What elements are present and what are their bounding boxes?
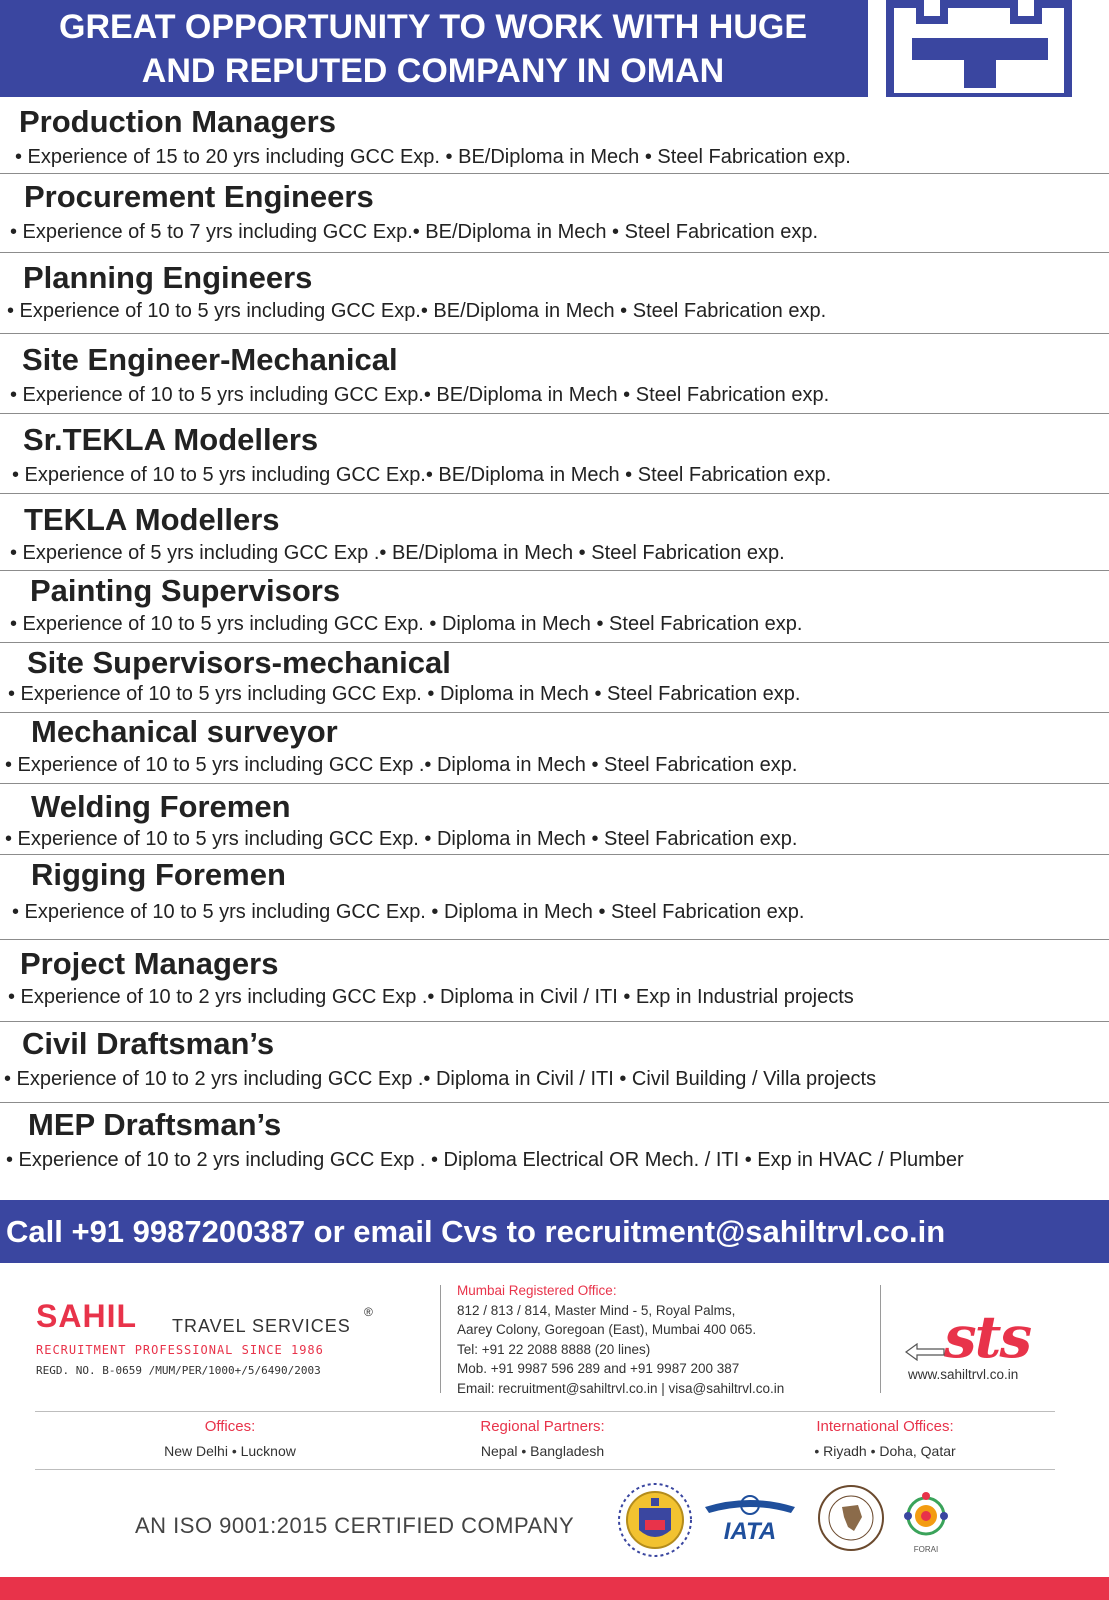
offices-list: New Delhi • Lucknow [164, 1443, 296, 1459]
job-item [0, 940, 1109, 1022]
forai-text: FORAI [913, 1545, 939, 1554]
job-requirements: • Experience of 10 to 2 yrs including GCC Exp . • Diploma Electrical OR Mech. / ITI • Exp in HVAC / Plumber [6, 1149, 964, 1171]
job-title: Mechanical surveyor [31, 714, 338, 749]
job-requirements: • Experience of 10 to 2 yrs including GCC Exp .• Diploma in Civil / ITI • Exp in Industrial projects [8, 986, 854, 1008]
registered-mark: ® [364, 1305, 373, 1319]
job-requirements: • Experience of 5 yrs including GCC Exp .• BE/Diploma in Mech • Steel Fabrication exp. [10, 542, 785, 564]
job-title: Production Managers [19, 104, 336, 139]
association-seal-icon [615, 1480, 695, 1560]
job-item [0, 855, 1109, 940]
job-item [0, 571, 1109, 643]
job-requirements: • Experience of 10 to 5 yrs including GCC Exp.• BE/Diploma in Mech • Steel Fabrication exp. [12, 464, 832, 486]
company-logo [866, 0, 1109, 97]
regional-partners-heading: Regional Partners: [480, 1418, 605, 1435]
iso-certification: AN ISO 9001:2015 CERTIFIED COMPANY [135, 1513, 575, 1538]
job-title: Sr.TEKLA Modellers [23, 422, 319, 457]
office-line: Aarey Colony, Goregoan (East), Mumbai 400 065. [457, 1322, 757, 1337]
job-requirements: • Experience of 5 to 7 yrs including GCC Exp.• BE/Diploma in Mech • Steel Fabrication exp. [10, 221, 819, 243]
job-title: Site Engineer-Mechanical [22, 342, 398, 377]
job-title: Site Supervisors-mechanical [27, 645, 451, 680]
job-requirements: • Experience of 10 to 5 yrs including GCC Exp. • Diploma in Mech • Steel Fabrication exp. [10, 613, 803, 635]
office-line: Mob. +91 9987 596 289 and +91 9987 200 387 [457, 1361, 740, 1376]
job-list [0, 98, 1109, 1189]
header-line-1: GREAT OPPORTUNITY TO WORK WITH HUGE [59, 7, 807, 46]
iata-logo-icon [705, 1487, 795, 1547]
job-item [0, 414, 1109, 494]
office-label: Mumbai Registered Office: [457, 1283, 617, 1298]
header-line-2: AND REPUTED COMPANY IN OMAN [141, 51, 725, 90]
job-title: Procurement Engineers [24, 179, 374, 214]
forai-logo-icon [896, 1488, 956, 1556]
header-title [0, 0, 866, 97]
job-requirements: • Experience of 10 to 5 yrs including GCC Exp.• BE/Diploma in Mech • Steel Fabrication exp. [7, 300, 827, 322]
office-line: Email: recruitment@sahiltrvl.co.in | visa@sahiltrvl.co.in [457, 1380, 785, 1396]
job-item [0, 494, 1109, 571]
regional-partners-list: Nepal • Bangladesh [480, 1443, 605, 1459]
job-item [0, 98, 1109, 174]
job-title: Rigging Foremen [31, 857, 286, 892]
job-item [0, 784, 1109, 855]
job-requirements: • Experience of 15 to 20 yrs including GCC Exp. • BE/Diploma in Mech • Steel Fabrication exp. [15, 146, 851, 168]
job-title: MEP Draftsman’s [28, 1107, 282, 1142]
job-item [0, 1022, 1109, 1103]
export-council-seal-icon [816, 1483, 886, 1553]
brand-registration: REGD. NO. B-0659 /MUM/PER/1000+/5/6490/2003 [36, 1364, 321, 1377]
job-title: Welding Foremen [31, 789, 291, 824]
header-banner [0, 0, 1109, 97]
international-offices-heading: International Offices: [816, 1418, 954, 1435]
job-item [0, 174, 1109, 253]
job-requirements: • Experience of 10 to 5 yrs including GCC Exp .• Diploma in Mech • Steel Fabrication exp. [5, 754, 798, 776]
job-item [0, 1103, 1109, 1189]
divider [440, 1285, 441, 1393]
job-item [0, 713, 1109, 784]
contact-text: Call +91 9987200387 or email Cvs to recruitment@sahiltrvl.co.in [6, 1214, 946, 1249]
job-title: Painting Supervisors [30, 573, 341, 608]
left-arrow-icon [905, 1343, 945, 1361]
divider [35, 1469, 1055, 1470]
office-address [457, 1281, 784, 1398]
brand-tagline: RECRUITMENT PROFESSIONAL SINCE 1986 [36, 1343, 324, 1357]
international-offices-list: • Riyadh • Doha, Qatar [814, 1443, 956, 1459]
iata-text: IATA [723, 1518, 777, 1545]
job-title: Project Managers [20, 946, 279, 981]
job-requirements: • Experience of 10 to 2 yrs including GCC Exp .• Diploma in Civil / ITI • Civil Building / Villa projects [4, 1068, 877, 1090]
offices-heading: Offices: [204, 1418, 256, 1435]
sts-logo: sts [944, 1303, 1031, 1371]
footer-bar [0, 1577, 1109, 1600]
divider [880, 1285, 881, 1393]
brand-name: SAHIL [36, 1298, 137, 1334]
website-link[interactable]: www.sahiltrvl.co.in [908, 1367, 1019, 1382]
job-requirements: • Experience of 10 to 5 yrs including GCC Exp.• BE/Diploma in Mech • Steel Fabrication exp. [10, 384, 830, 406]
company-emblem-icon [882, 0, 1078, 97]
office-line: Tel: +91 22 2088 8888 (20 lines) [457, 1341, 651, 1357]
divider [35, 1411, 1055, 1412]
office-line: 812 / 813 / 814, Master Mind - 5, Royal Palms, [457, 1302, 736, 1318]
job-title: TEKLA Modellers [24, 502, 280, 537]
contact-banner [0, 1200, 1109, 1263]
job-item [0, 643, 1109, 713]
job-requirements: • Experience of 10 to 5 yrs including GCC Exp. • Diploma in Mech • Steel Fabrication exp. [8, 683, 801, 705]
brand-suffix: TRAVEL SERVICES [172, 1316, 351, 1336]
job-requirements: • Experience of 10 to 5 yrs including GCC Exp. • Diploma in Mech • Steel Fabrication exp. [12, 901, 805, 923]
job-title: Planning Engineers [23, 260, 313, 295]
job-item [0, 253, 1109, 334]
job-requirements: • Experience of 10 to 5 yrs including GCC Exp. • Diploma in Mech • Steel Fabrication exp. [5, 828, 798, 850]
job-item [0, 334, 1109, 414]
job-title: Civil Draftsman’s [22, 1026, 275, 1061]
